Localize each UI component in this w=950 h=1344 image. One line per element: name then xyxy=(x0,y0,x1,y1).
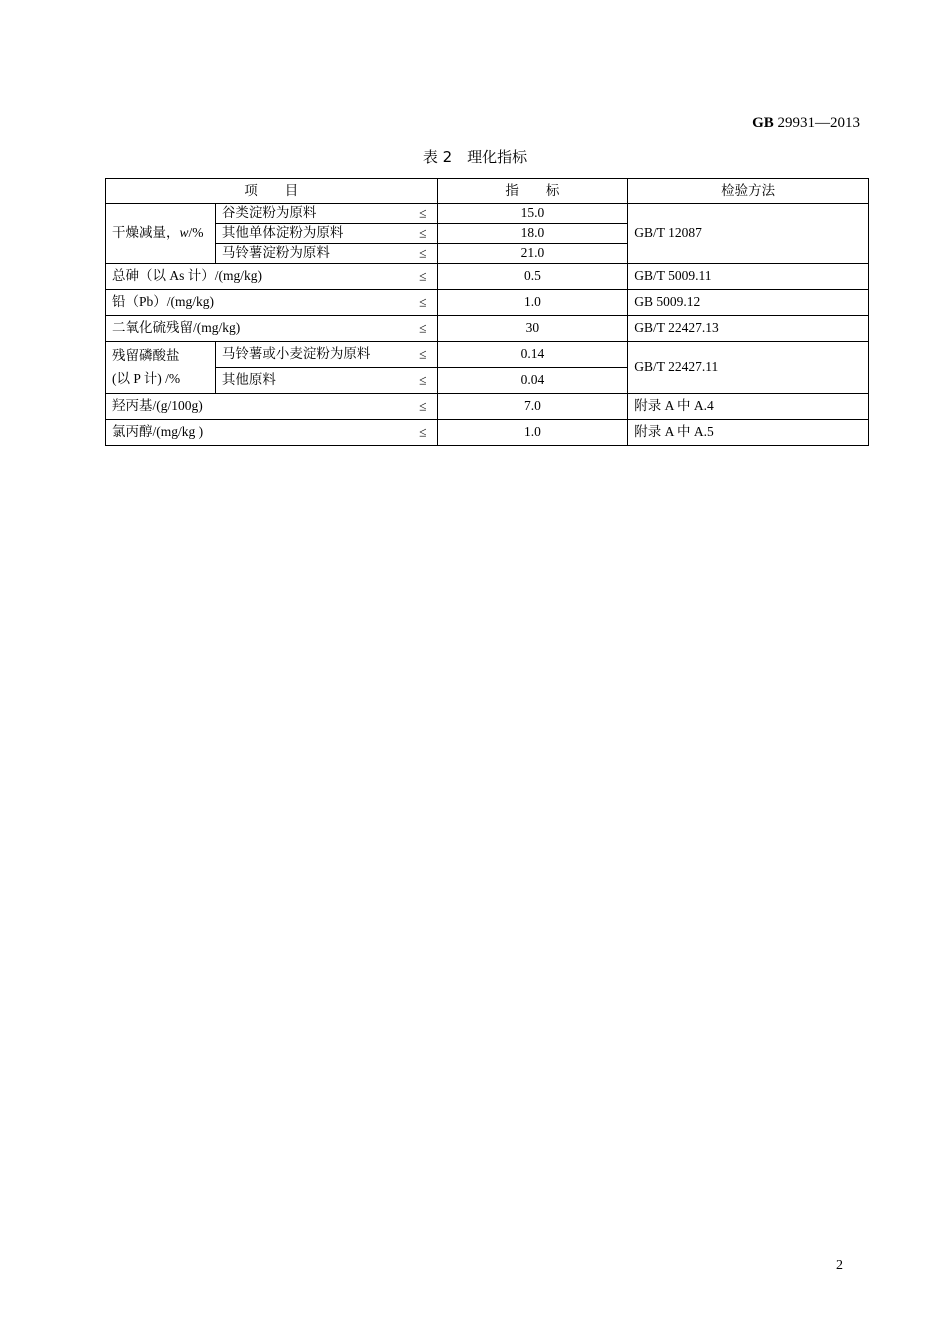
drying-value-potato: 21.0 xyxy=(437,244,628,264)
arsenic-label: 总砷（以 As 计）/(mg/kg) ≤ xyxy=(106,264,438,290)
table-row xyxy=(106,290,869,316)
drying-sub-label-cereal: 谷类淀粉为原料 ≤ xyxy=(215,204,437,224)
arsenic-method: GB/T 5009.11 xyxy=(628,264,869,290)
drying-method: GB/T 12087 xyxy=(628,204,869,264)
hydroxypropyl-value: 7.0 xyxy=(437,394,628,420)
chloropropanol-label: 氯丙醇/(mg/kg ) ≤ xyxy=(106,420,438,446)
phosphate-method: GB/T 22427.11 xyxy=(628,342,869,394)
physicochemical-table xyxy=(105,178,869,446)
le-symbol: ≤ xyxy=(419,398,427,414)
table-row xyxy=(106,394,869,420)
standard-code xyxy=(752,115,860,132)
chloropropanol-method: 附录 A 中 A.5 xyxy=(628,420,869,446)
table-row xyxy=(106,420,869,446)
lead-method: GB 5009.12 xyxy=(628,290,869,316)
column-header-index: 指 标 xyxy=(437,179,628,204)
le-symbol: ≤ xyxy=(419,346,427,362)
so2-label: 二氧化硫残留/(mg/kg) ≤ xyxy=(106,316,438,342)
chloropropanol-value: 1.0 xyxy=(437,420,628,446)
standard-code-number: 29931—2013 xyxy=(773,115,860,131)
hydroxypropyl-label: 羟丙基/(g/100g) ≤ xyxy=(106,394,438,420)
le-symbol: ≤ xyxy=(419,268,427,284)
standard-code-prefix: GB xyxy=(752,115,774,131)
drying-sub-label-potato: 马铃薯淀粉为原料 ≤ xyxy=(215,244,437,264)
drying-loss-label: 干燥减量，w/% xyxy=(106,204,216,264)
phosphate-sub-label-other: 其他原料 ≤ xyxy=(215,368,437,394)
phosphate-label: 残留磷酸盐 (以 P 计) /% xyxy=(106,342,216,394)
le-symbol: ≤ xyxy=(419,294,427,310)
column-header-item: 项 目 xyxy=(106,179,438,204)
drying-sub-label-other: 其他单体淀粉为原料 ≤ xyxy=(215,224,437,244)
page-number: 2 xyxy=(836,1258,843,1273)
le-symbol: ≤ xyxy=(419,372,427,388)
le-symbol: ≤ xyxy=(419,320,427,336)
table-title: 表 2 理化指标 xyxy=(422,148,528,166)
drying-value-cereal: 15.0 xyxy=(437,204,628,224)
header-row xyxy=(106,179,869,204)
so2-method: GB/T 22427.13 xyxy=(628,316,869,342)
table-row xyxy=(106,264,869,290)
phosphate-sub-label-potato-wheat: 马铃薯或小麦淀粉为原料 ≤ xyxy=(215,342,437,368)
table-row xyxy=(106,316,869,342)
drying-value-other: 18.0 xyxy=(437,224,628,244)
table-row xyxy=(106,342,869,368)
hydroxypropyl-method: 附录 A 中 A.4 xyxy=(628,394,869,420)
table-row xyxy=(106,204,869,224)
phosphate-value-other: 0.04 xyxy=(437,368,628,394)
le-symbol: ≤ xyxy=(419,225,427,241)
le-symbol: ≤ xyxy=(419,245,427,261)
le-symbol: ≤ xyxy=(419,424,427,440)
le-symbol: ≤ xyxy=(419,205,427,221)
lead-label: 铅（Pb）/(mg/kg) ≤ xyxy=(106,290,438,316)
so2-value: 30 xyxy=(437,316,628,342)
phosphate-value-potato-wheat: 0.14 xyxy=(437,342,628,368)
arsenic-value: 0.5 xyxy=(437,264,628,290)
column-header-method: 检验方法 xyxy=(628,179,869,204)
lead-value: 1.0 xyxy=(437,290,628,316)
